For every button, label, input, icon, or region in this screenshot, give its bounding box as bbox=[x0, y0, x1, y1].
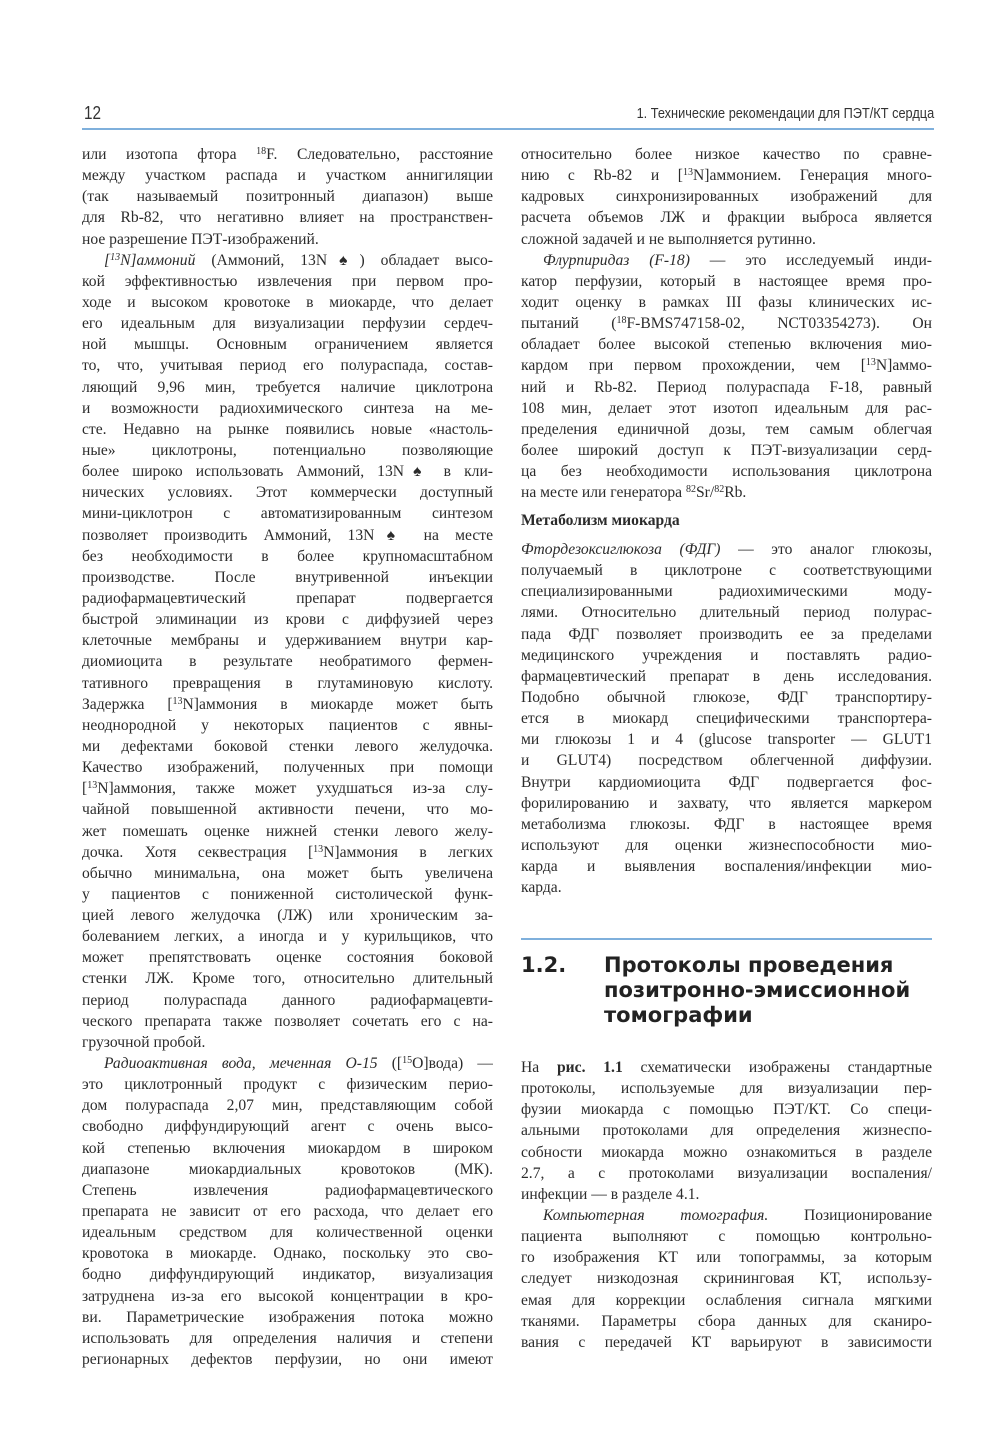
text-line: катор перфузии, который в настоящее время про- bbox=[521, 272, 932, 290]
paragraph bbox=[521, 539, 932, 898]
superscript: 15 bbox=[402, 1055, 413, 1067]
superscript: 82 bbox=[714, 484, 725, 496]
text-line: период полураспада данного радиофармацевти- bbox=[82, 991, 493, 1009]
text-run: или изотопа фтора bbox=[82, 146, 257, 163]
text-line: ми дефектами боковой стенки левого желудочка. bbox=[82, 737, 493, 755]
text-line bbox=[521, 355, 932, 376]
section-number: 1.2. bbox=[521, 953, 567, 977]
text-line: ви. Параметрические изображения потока можно bbox=[82, 1308, 493, 1326]
text-line: производстве. После внутривенной инъекции bbox=[82, 568, 493, 586]
text-run: Sr/ bbox=[695, 484, 715, 502]
text-line bbox=[82, 250, 493, 271]
section-title: Протоколы проведения позитронно-эмиссионной томографии bbox=[604, 953, 911, 1027]
text-line: быстрой элиминации из крови с диффузией через bbox=[82, 611, 493, 629]
italic-term: [ bbox=[104, 251, 111, 269]
text-run: N]аммонием. Генерация много- bbox=[693, 167, 932, 185]
text-line: ное разрешение ПЭТ-изображений. bbox=[82, 230, 319, 248]
text-line: собности миокарда можно ознакомиться в разделе bbox=[521, 1143, 932, 1161]
text-line bbox=[82, 842, 493, 863]
text-line: специализированными радиохимическими моду- bbox=[521, 583, 932, 601]
text-line: идеальным средством для количественной оценки bbox=[82, 1224, 493, 1242]
italic-term: Радиоактивная вода, меченная О-15 bbox=[104, 1055, 378, 1073]
text-line: диапазоне миокардиальных кровотоков (МК). bbox=[82, 1160, 493, 1178]
text-line: свободно диффундирующий агент с очень высо- bbox=[82, 1118, 493, 1136]
text-line: емая для коррекции ослабления сигнала мягкими bbox=[521, 1291, 932, 1309]
text-line: медицинского учреждения и поставлять радио- bbox=[521, 646, 932, 664]
text-line: Качество изображений, полученных при помощи bbox=[82, 759, 493, 777]
text-line: кой степенью включения миокардом в широком bbox=[82, 1139, 493, 1157]
text-line: го изображения КТ или топограммы, за которым bbox=[521, 1249, 932, 1267]
text-line: относительно более низкое качество по сравне- bbox=[521, 146, 932, 163]
text-line: Степень извлечения радиофармацевтического bbox=[82, 1181, 493, 1199]
text-line: радиофармацевтический препарат подвергается bbox=[82, 589, 493, 607]
text-run: Позиционирование bbox=[768, 1206, 932, 1224]
text-line: форилированию и захвату, что является маркером bbox=[521, 794, 932, 812]
text-line: бодно диффундирующий индикатор, визуализация bbox=[82, 1266, 493, 1284]
text-line: кадровых синхронизированных изображений для bbox=[521, 188, 932, 206]
text-line: используют для оценки жизнеспособности мио- bbox=[521, 836, 932, 854]
superscript: 13 bbox=[172, 695, 183, 707]
text-line: ми глюкозы 1 и 4 (glucose transporter — GLUT1 bbox=[521, 731, 932, 749]
text-line: клеточные мембраны и удерживанием внутри кар- bbox=[82, 632, 493, 650]
text-line: ходит оценку в рамках III фазы клинических ис- bbox=[521, 293, 932, 311]
text-line: препарата не зависит от его расхода, что делает его bbox=[82, 1203, 493, 1221]
text-line: его идеальным для визуализации перфузии сердеч- bbox=[82, 315, 493, 333]
text-line bbox=[521, 1057, 932, 1078]
text-run: N]аммония в легких bbox=[323, 843, 493, 861]
text-line: получаемый в циклотроне с соответствующими bbox=[521, 562, 932, 580]
text-line: цией левого желудочка (ЛЖ) или хроническим за- bbox=[82, 907, 493, 925]
text-line bbox=[82, 778, 493, 799]
text-line: может препятствовать оценке состояния боковой bbox=[82, 949, 493, 967]
text-line: обладает более высокой степенью включения мио- bbox=[521, 336, 932, 354]
section-rule bbox=[521, 938, 932, 940]
text-line bbox=[82, 144, 493, 165]
text-line: лями. Относительно длительный период полурас- bbox=[521, 604, 932, 622]
text-line: без необходимости в более крупномасштабном bbox=[82, 547, 493, 565]
text-run: F. Следовательно, расстояние bbox=[266, 146, 493, 163]
text-line: ца без необходимости использования циклотрона bbox=[521, 463, 932, 481]
right-column-mid bbox=[521, 539, 932, 898]
page-number: 12 bbox=[84, 103, 102, 123]
right-column-bottom bbox=[521, 1057, 932, 1353]
text-line: и возможности радиохимического синтеза на ме- bbox=[82, 399, 493, 417]
text-line: альными протоколами для определения жизнеспо- bbox=[521, 1122, 932, 1140]
text-line: чайной повышенной активности печени, что мо- bbox=[82, 801, 493, 819]
text-line: фармацевтический препарат в день исследования. bbox=[521, 667, 932, 685]
text-line: ний и Rb-82. Период полураспада F-18, равный bbox=[521, 378, 932, 396]
text-line: обычно минимальна, она может быть увеличена bbox=[82, 864, 493, 882]
text-run: схематически изображены стандартные bbox=[622, 1059, 932, 1076]
text-line: ные» циклотроны, потенциально позволяющие bbox=[82, 441, 493, 459]
text-line: 108 мин, делает этот изотоп идеальным для рас- bbox=[521, 399, 932, 417]
text-run: N]аммо- bbox=[875, 357, 932, 375]
superscript: 18 bbox=[256, 146, 267, 157]
superscript: 18 bbox=[616, 315, 627, 327]
paragraph bbox=[521, 1057, 932, 1205]
text-line: ходе и высоком кровотоке в миокарде, что делает bbox=[82, 293, 493, 311]
text-line: болеванием легких, а иногда и у курильщиков, что bbox=[82, 928, 493, 946]
text-run: пытаний ( bbox=[521, 315, 617, 333]
text-line: ляющий 9,96 мин, требуется наличие циклотрона bbox=[82, 378, 493, 396]
italic-term: N]аммоний bbox=[120, 251, 196, 269]
text-line: стенки ЛЖ. Кроме того, относительно длительный bbox=[82, 970, 493, 988]
text-line: более широкий доступ к ПЭТ-визуализации серд- bbox=[521, 441, 932, 459]
text-line: инфекции — в разделе 4.1. bbox=[521, 1185, 700, 1203]
text-line: нических условиях. Этот коммерчески доступный bbox=[82, 484, 493, 502]
text-line: тканями. Параметры сбора данных для сканиро- bbox=[521, 1312, 932, 1330]
text-line: метаболизма глюкозы. ФДГ в настоящее время bbox=[521, 815, 932, 833]
text-line bbox=[521, 539, 932, 560]
text-line: это циклотронный продукт с физическим перио- bbox=[82, 1076, 493, 1094]
text-line: диомиоцита в результате необратимого фермен- bbox=[82, 653, 493, 671]
subheading: Метаболизм миокарда bbox=[521, 512, 680, 529]
text-line: дом полураспада 2,07 мин, представляющим собой bbox=[82, 1097, 493, 1115]
text-line: более широко использовать Аммоний, 13N♠ в кли- bbox=[82, 463, 493, 481]
text-line: между участком распада и участком аннигиляции bbox=[82, 167, 493, 185]
text-run: F-BMS747158-02, NCT03354273). Он bbox=[626, 315, 932, 333]
text-line: следует низкодозная скрининговая КТ, использу- bbox=[521, 1270, 932, 1288]
text-run: (Аммоний, 13N♠) обладает высо- bbox=[195, 251, 493, 269]
text-run: на месте или генератора bbox=[521, 484, 686, 502]
superscript: 13 bbox=[683, 167, 693, 179]
text-line: карда. bbox=[521, 879, 562, 897]
paragraph bbox=[521, 250, 932, 504]
text-line: кровотока в миокарде. Однако, поскольку это сво- bbox=[82, 1245, 493, 1263]
text-line: ческого препарата также позволяет сочетать его с на- bbox=[82, 1012, 493, 1030]
italic-term: Фтордезоксиглюкоза (ФДГ) bbox=[521, 541, 721, 558]
paragraph bbox=[82, 144, 493, 250]
text-line: вания с передачей КТ варьируют в зависимости bbox=[521, 1333, 932, 1351]
italic-term: Флурпиридаз (F-18) bbox=[543, 251, 690, 269]
italic-term: Компьютерная томография. bbox=[543, 1206, 769, 1224]
right-column-top bbox=[521, 144, 932, 503]
superscript: 13 bbox=[313, 843, 324, 855]
text-line: расчета объемов ЛЖ и фракции выброса является bbox=[521, 209, 932, 227]
text-line: сложной задачей и не выполняется рутинно. bbox=[521, 230, 816, 248]
text-line bbox=[521, 313, 932, 334]
text-line: мини-циклотрон с автоматизированным синтезом bbox=[82, 505, 493, 523]
text-run: Rb. bbox=[724, 484, 747, 502]
text-line: для Rb-82, что негативно влияет на пространствен- bbox=[82, 209, 493, 227]
figure-reference: рис. 1.1 bbox=[556, 1059, 623, 1076]
text-line: карда и выявления воспаления/инфекции мио- bbox=[521, 858, 932, 876]
text-run: кардом при первом прохождении, чем [ bbox=[521, 357, 866, 375]
text-line: ной мышцы. Основным ограничением является bbox=[82, 336, 493, 354]
text-line: неоднородной у некоторых пациентов с явны- bbox=[82, 716, 493, 734]
superscript: 13 bbox=[87, 780, 98, 792]
text-line bbox=[521, 250, 932, 271]
text-run: На bbox=[521, 1059, 557, 1076]
text-line: фузии миокарда с помощью ПЭТ/КТ. Со специ- bbox=[521, 1101, 932, 1119]
text-run: — это аналог глюкозы, bbox=[720, 541, 932, 558]
paragraph bbox=[521, 1205, 932, 1353]
text-line bbox=[521, 1205, 932, 1226]
text-line bbox=[82, 1053, 493, 1074]
text-line: (так называемый позитронный диапазон) выше bbox=[82, 188, 493, 206]
text-line: пада ФДГ позволяет производить ее за пределами bbox=[521, 625, 932, 643]
text-run: ([ bbox=[377, 1055, 403, 1073]
text-line: пределения единичной дозы, тем самым облегчая bbox=[521, 420, 932, 438]
text-line bbox=[521, 165, 932, 186]
text-line: грузочной пробой. bbox=[82, 1033, 206, 1051]
text-line: позволяет производить Аммоний, 13N♠ на месте bbox=[82, 526, 493, 544]
text-run: нию с Rb-82 и [ bbox=[521, 167, 683, 185]
superscript: 13 bbox=[110, 251, 121, 263]
text-line: протоколы, используемые для визуализации пер- bbox=[521, 1080, 932, 1098]
text-run: O]вода) — bbox=[412, 1055, 493, 1073]
running-title: 1. Технические рекомендации для ПЭТ/КТ сердца bbox=[636, 106, 934, 122]
text-line: и GLUT4) посредством облегченной диффузии. bbox=[521, 752, 932, 770]
text-line: ется в миокард специфическими транспортера- bbox=[521, 710, 932, 728]
section-heading bbox=[521, 953, 964, 1028]
text-run: — это исследуемый инди- bbox=[689, 251, 932, 269]
text-line: тативного превращения в глутаминовую кислоту. bbox=[82, 674, 493, 692]
text-line: затруднена из-за его высокой концентрации в кро- bbox=[82, 1287, 493, 1305]
paragraph bbox=[82, 1053, 493, 1370]
text-line: сте. Недавно на рынке появились новые «настоль- bbox=[82, 420, 493, 438]
text-line: то, что, учитывая период его полураспада, состав- bbox=[82, 357, 493, 375]
text-run: Задержка [ bbox=[82, 695, 173, 713]
header-rule bbox=[82, 128, 934, 130]
text-line: пациента выполняют с помощью контрольно- bbox=[521, 1228, 932, 1246]
text-line bbox=[82, 694, 493, 715]
text-line: регионарных дефектов перфузии, но они имеют bbox=[82, 1351, 493, 1369]
text-run: N]аммония в миокарде может быть bbox=[182, 695, 493, 713]
text-run: N]аммония, также может ухудшаться из-за слу- bbox=[97, 780, 493, 798]
text-run: дочка. Хотя секвестрация [ bbox=[82, 843, 314, 861]
text-line: кой эффективностью извлечения при первом про- bbox=[82, 272, 493, 290]
text-line bbox=[521, 482, 932, 503]
paragraph bbox=[521, 144, 932, 250]
superscript: 82 bbox=[685, 484, 696, 496]
text-line: использовать для определения наличия и степени bbox=[82, 1329, 493, 1347]
text-line: у пациентов с пониженной систолической функ- bbox=[82, 885, 493, 903]
left-column bbox=[82, 144, 493, 1370]
text-line: жет помешать оценке нижней стенки левого желу- bbox=[82, 822, 493, 840]
text-run: [ bbox=[82, 780, 88, 798]
superscript: 13 bbox=[865, 357, 876, 369]
text-line: Внутри кардиомиоцита ФДГ подвергается фос- bbox=[521, 773, 932, 791]
text-line: 2.7, а с протоколами визуализации воспаления/ bbox=[521, 1164, 932, 1182]
text-line: Подобно обычной глюкозе, ФДГ транспортиру- bbox=[521, 688, 932, 706]
paragraph bbox=[82, 250, 493, 1053]
